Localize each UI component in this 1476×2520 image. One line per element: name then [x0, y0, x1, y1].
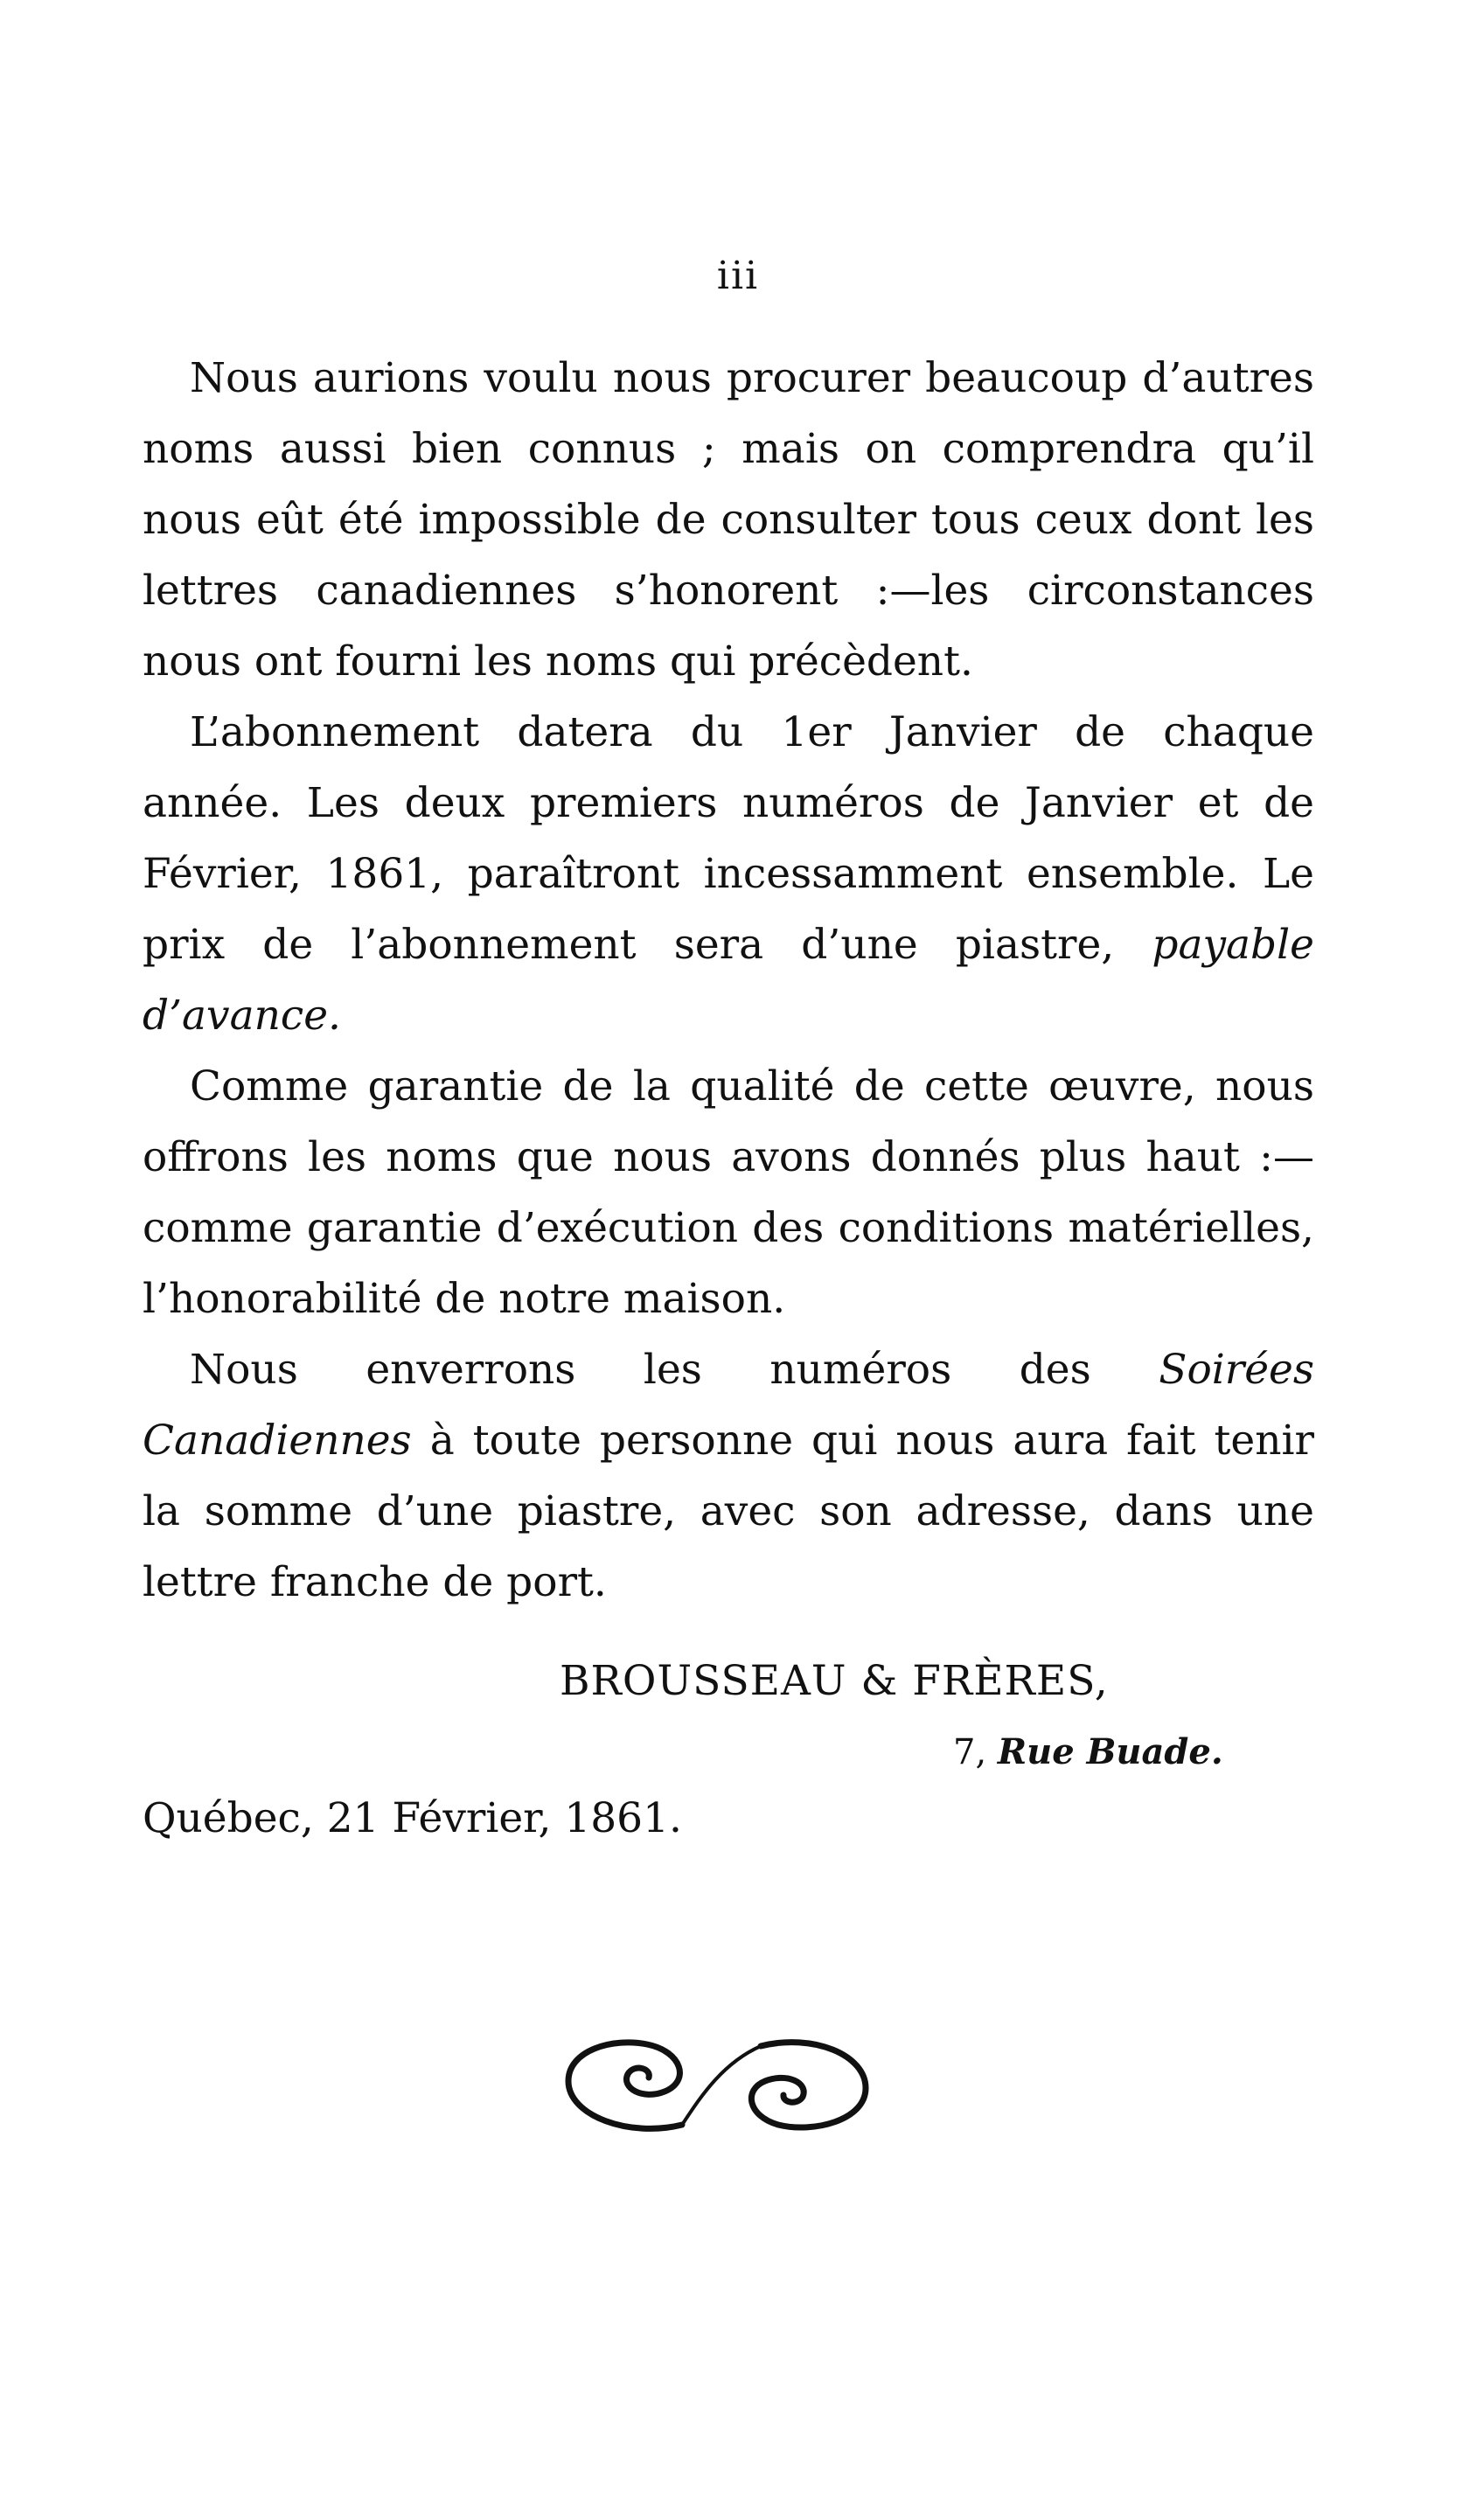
- place-date: Québec, 21 Février, 1861.: [143, 1794, 682, 1842]
- paragraph-4-text: Nous enverrons les numéros des: [190, 1346, 1159, 1394]
- paragraph-1: [143, 343, 1314, 697]
- address-number: 7,: [953, 1732, 998, 1772]
- publisher-signature: BROUSSEAU & FRÈRES,: [560, 1657, 1109, 1705]
- scroll-ornament-icon: [551, 2020, 883, 2151]
- paragraph-2: [143, 697, 1314, 1051]
- address-street: Rue Buade.: [997, 1731, 1223, 1772]
- paragraph-4: [143, 1334, 1314, 1618]
- paragraph-2-italic: payable d’avance.: [143, 921, 1314, 1040]
- paragraph-4-italic: Soirées Canadiennes: [143, 1346, 1314, 1465]
- paragraph-1-text: Nous aurions voulu nous procurer beaucoup d’autres noms aussi bien connus ; mais on comprendra qu’il nous eût été impossible de consulter tous ceux dont les lettres canadiennes s’honorent :—les circonstances nous ont fourni les noms qui précèdent.: [143, 354, 1314, 686]
- paragraph-3: [143, 1051, 1314, 1334]
- paragraph-2-text: L’abonnement datera du 1er Janvier de chaque année. Les deux premiers numéros de Janvier et de Février, 1861, paraîtront incessamment ensemble. Le prix de l’abonnement sera d’une piastre,: [143, 708, 1314, 969]
- body-text: [143, 343, 1314, 1618]
- publisher-address: [953, 1731, 1223, 1772]
- paragraph-3-text: Comme garantie de la qualité de cette œuvre, nous offrons les noms que nous avons donnés plus haut :— comme garantie d’exécution des conditions matérielles, l’honorabilité de notre maison.: [143, 1062, 1314, 1323]
- paragraph-4-after: à toute personne qui nous aura fait tenir la somme d’une piastre, avec son adresse, dans une lettre franche de port.: [143, 1417, 1314, 1606]
- page-number: iii: [716, 254, 760, 298]
